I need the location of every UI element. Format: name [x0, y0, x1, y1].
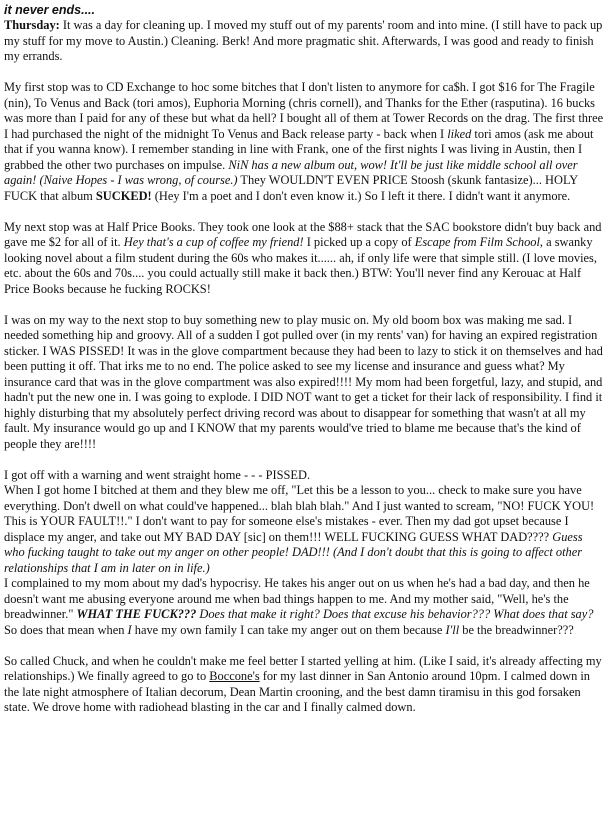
paragraph-chuck: [4, 654, 606, 716]
paragraph-text: be the breadwinner???: [459, 622, 574, 637]
paragraph-text: It was a day for cleaning up. I moved my stuff out of my parents' room and into mine. (I still have to pack up my stuff for my move to Austin.) Cleaning. Berk! And more pragmatic shit. Afterwards, I was good and ready to finish my errands.: [4, 18, 603, 63]
paragraph-text: (Hey I'm a poet and I don't even know it.) So I left it there. I didn't want it anymore.: [151, 188, 571, 203]
paragraph-pulled-over: I was on my way to the next stop to buy something new to play music on. My old boom box was making me sad. I needed something hip and groovy. All of a sudden I got pulled over (in my rents' van) for having an expired registration sticker. I WAS PISSED! It was in the glove compartment because they had been to lazy to stick it on themselves and had been putting it off. That irks me to no end. The police asked to see my license and insurance and guess what? My insurance card that was in the glove compartment was also expired!!!! My mom had been forgetful, lazy, and stupid, and hadn't put the new one in. I was going to explode. I DID NOT want to get a ticket for their lack of responsibility. I find it highly disturbing that my absolutely perfect driving record was about to disappear for something that wasn't at all my fault. My insurance would go up and I KNOW that my parents would've tried to blame me because that's the kind of people they are!!!!: [4, 312, 603, 451]
paragraph-text: I picked up a copy of: [303, 235, 415, 249]
paragraph-text: My first stop was to CD Exchange to hoc some bitches that I don't listen to anymore for ca$h. I got $16 for The Fragile (nin), To Venus and Back (tori amos), Euphoria Morning (chris cornell), and Thanks for the Ether (rasputina). 16 bucks was more than I paid for any of these but what da hell? I bought all of them at Tower Records on the drag. The first three I had purchased the night of the midnight To Venus and Back release party - back when I: [4, 80, 604, 141]
paragraph-warning: I got off with a warning and went straight home - - - PISSED.: [4, 467, 311, 482]
italic-text: Guess who fucking taught to take out my anger on other people! DAD!!! (And I don't doubt that this is going to affect other relationships that I am in later on in life.): [4, 529, 583, 575]
italic-text: I: [127, 622, 132, 637]
paragraph-cd-exchange: [4, 80, 606, 204]
paragraph-text: have my own family I can take my anger out on them because: [131, 622, 446, 637]
paragraph-hypocrisy: [4, 576, 606, 638]
italic-text: liked: [447, 126, 472, 141]
bold-text: SUCKED!: [95, 188, 152, 203]
paragraph-gap: [4, 452, 606, 468]
book-title: Escape from Film School: [414, 235, 540, 249]
paragraph-text: So called Chuck, and when he couldn't make me feel better I started yelling at him. (Like I said, it's already affecting my relationships.) We finally agreed to go to: [4, 653, 602, 683]
paragraph-text: , a swanky looking novel about a film student during the 60s who makes it...... ah, if only life were that simple still. (I love movies, etc. about the 60s and 70s.... you could actually still make it back then.) BTW: You'll never find any Kerouac at Half Price Books because he fucking ROCKS!: [4, 235, 597, 296]
paragraph-text: tori amos (ask me about that if you wanna know). I remember standing in line with Frank, one of the first nights I was living in Austin, then I grabbed the other two purchases on impulse.: [4, 126, 594, 172]
paragraph-text: When I got home I bitched at them and they blew me off, "Let this be a lesson to you... check to make sure you have everything. Don't dwell on what could've happened... blah blah blah." And I just wanted to scream, "NO! FUCK YOU! This is YOUR FAULT!!." I don't want to pay for someone else's mistakes - ever. Then my dad got upset because I displace my anger, and take out MY BAD DAY [sic] on them!!! WELL FUCKING GUESS WHAT DAD????: [4, 483, 595, 544]
paragraph-half-price-books: [4, 220, 606, 298]
italic-text: I'll: [445, 622, 460, 637]
paragraph-gap: [4, 297, 606, 313]
paragraph-text: They WOULDN'T EVEN PRICE Stoosh (skunk fantasize)... HOLY FUCK that album: [4, 173, 578, 203]
paragraph-text: My next stop was at Half Price Books. They took one look at the $88+ stack that the SAC bookstore didn't buy back and gave me $2 for all of it.: [4, 219, 602, 249]
restaurant-link[interactable]: Boccone's: [209, 669, 260, 683]
italic-text: Does that make it right? Does that excuse his behavior??? What does that say?: [196, 607, 594, 621]
italic-text: Hey that's a cup of coffee my friend!: [123, 235, 304, 249]
paragraph-text: for my last dinner in San Antonio around 10pm. I calmed down in the late night atmosphere of Italian decorum, Dean Martin crooning, and the best damn tiramisu in this god forsaken state. We drove home with radiohead blasting in the car and I finally calmed down.: [4, 669, 591, 714]
bold-italic-text: WHAT THE FUCK???: [76, 607, 197, 621]
entry-title: it never ends....: [4, 3, 96, 17]
paragraph-gap: [4, 65, 606, 81]
paragraph-got-home: [4, 483, 606, 576]
paragraph-text: So does that mean when: [4, 622, 128, 637]
italic-text: NiN has a new album out, wow! It'll be just like middle school all over again! (Naive Hopes - I was wrong, of course.): [4, 157, 578, 187]
paragraph-gap: [4, 204, 606, 220]
day-label: Thursday:: [4, 18, 60, 32]
paragraph-thursday: [4, 18, 606, 65]
paragraph-text: I complained to my mom about my dad's hypocrisy. He takes his anger out on us when he's had a bad day, and then he doesn't want me abusing everyone around me when bad things happen to me. And my mother said, "Well, he's the breadwinner.": [4, 576, 590, 621]
paragraph-gap: [4, 638, 606, 654]
